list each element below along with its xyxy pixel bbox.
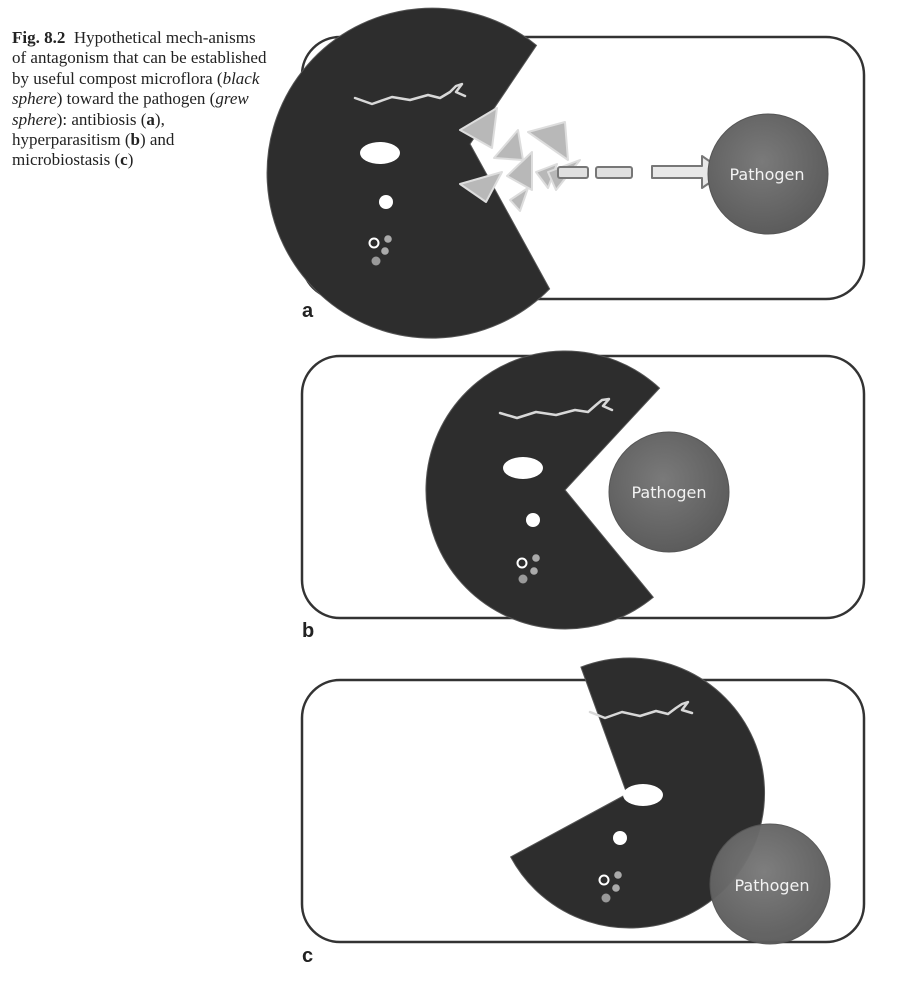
pathogen-label: Pathogen [631,483,707,502]
caption-text-5: ) and microbiostasis ( [12,130,175,170]
inclusion-dot [532,554,540,562]
inclusion-dot [612,884,620,892]
caption-text-1: Hypothetical mech-anisms of antagonism that can be established by useful compost microflora ( [12,28,267,88]
panel-a [267,8,864,338]
caption-ref-c: c [120,150,128,170]
caption-ref-b: b [130,130,140,150]
inclusion-dot [381,247,389,255]
panel-label-b: b [302,620,315,642]
inclusion-dot [372,257,381,266]
figure-label: Fig. 8.2 [12,28,66,47]
caption-text-3: ): antibiosis ( [56,109,147,129]
panel-b [302,351,864,642]
inclusion-dot [519,575,528,584]
caption-black-sphere: black sphere [12,68,260,109]
caption-text-4: ), hyperparasitism ( [12,109,165,150]
caption-ref-a: a [146,109,155,129]
caption-text-6: ) [127,150,134,170]
panel-label-c: c [302,945,314,967]
arrow-dash [596,167,632,178]
vacuole [360,142,400,164]
inclusion-dot [384,235,392,243]
pathogen-label: Pathogen [734,876,810,895]
inclusion-dot [602,894,611,903]
arrow-dash [558,167,588,178]
caption-text-2: ) toward the pathogen ( [56,89,216,109]
pathogen-label: Pathogen [729,165,805,184]
inclusion-dot [530,567,538,575]
caption-grew-sphere: grew sphere [12,89,249,129]
panel-label-a: a [302,300,314,322]
granule [613,831,627,845]
vacuole [623,784,663,806]
inclusion-dot [614,871,622,879]
panel-c [302,658,864,967]
granule [526,513,540,527]
granule [379,195,393,209]
vacuole [503,457,543,479]
